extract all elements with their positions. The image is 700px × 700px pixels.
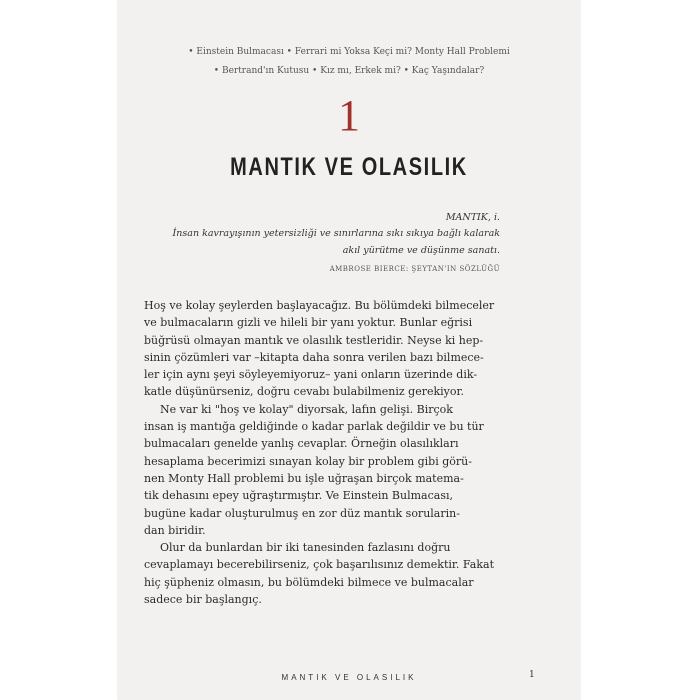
body-text xyxy=(144,297,504,608)
text-line: nen Monty Hall problemi bu işle uğraşan birçok matema- xyxy=(144,471,464,485)
epigraph-line-2: akıl yürütme ve düşünme sanatı. xyxy=(342,245,500,256)
text-line: cevaplamayı becerebilirseniz, çok başarılısınız demektir. Fakat xyxy=(144,558,495,572)
text-line: hiç şüpheniz olmasın, bu bölümdeki bilmece ve bulmacalar xyxy=(144,575,474,589)
page-number: 1 xyxy=(529,670,535,680)
epigraph-headword: MANTIK, i. xyxy=(445,212,500,223)
text-line: dan biridir. xyxy=(144,523,206,537)
text-line: ve bulmacaların gizli ve hileli bir yanı yoktur. Bunlar eğrisi xyxy=(144,316,473,330)
text-line: Ne var ki "hoş ve kolay" diyorsak, lafın gelişi. Birçok xyxy=(160,402,453,416)
text-line: bulmacaları genelde yanlış cevaplar. Örneğin olasılıkları xyxy=(144,437,459,451)
text-line: insan iş mantığa geldiğinde o kadar parlak değildir ve bu tür xyxy=(144,420,484,434)
paragraph-3 xyxy=(144,539,504,608)
chapter-title: MANTIK VE OLASILIK xyxy=(230,153,468,181)
paragraph-2 xyxy=(144,401,504,539)
text-line: ler için aynı şeyi söyleyemiyoruz– yani onların üzerinde dik- xyxy=(144,368,478,382)
chapter-contents-line-2: • Bertrand'ın Kutusu • Kız mı, Erkek mi? • Kaç Yaşındalar? xyxy=(213,66,485,76)
epigraph-line-1: İnsan kavrayışının yetersizliği ve sınırlarına sıkı sıkıya bağlı kalarak xyxy=(172,228,500,239)
chapter-contents-line-1: • Einstein Bulmacası • Ferrari mi Yoksa Keçi mi? Monty Hall Problemi xyxy=(188,47,510,57)
book-page xyxy=(118,0,580,700)
text-line: Olur da bunlardan bir iki tanesinden fazlasını doğru xyxy=(160,541,451,555)
running-footer: MANTIK VE OLASILIK xyxy=(281,673,417,682)
text-line: bugüne kadar oluşturulmuş en zor düz mantık sorularin- xyxy=(144,506,460,520)
text-line: katle düşünürseniz, doğru cevabı bulabilmeniz gerekiyor. xyxy=(144,385,465,399)
paragraph-1 xyxy=(144,297,504,401)
epigraph-source: AMBROSE BIERCE: ŞEYTAN'IN SÖZLÜĞÜ xyxy=(329,265,500,273)
chapter-number: 1 xyxy=(338,91,360,140)
text-line: büğrüsü olmayan mantık ve olasılık testleridir. Neyse ki hep- xyxy=(144,333,484,347)
text-line: sinin çözümleri var –kitapta daha sonra verilen bazı bilmece- xyxy=(144,350,484,364)
text-line: hesaplama becerimizi sınayan kolay bir problem gibi görü- xyxy=(144,454,472,468)
text-line: sadece bir başlangıç. xyxy=(144,593,262,607)
text-line: Hoş ve kolay şeylerden başlayacağız. Bu bölümdeki bilmeceler xyxy=(144,299,495,312)
text-line: tik dehasını epey uğraştırmıştır. Ve Einstein Bulmacası, xyxy=(144,489,453,503)
